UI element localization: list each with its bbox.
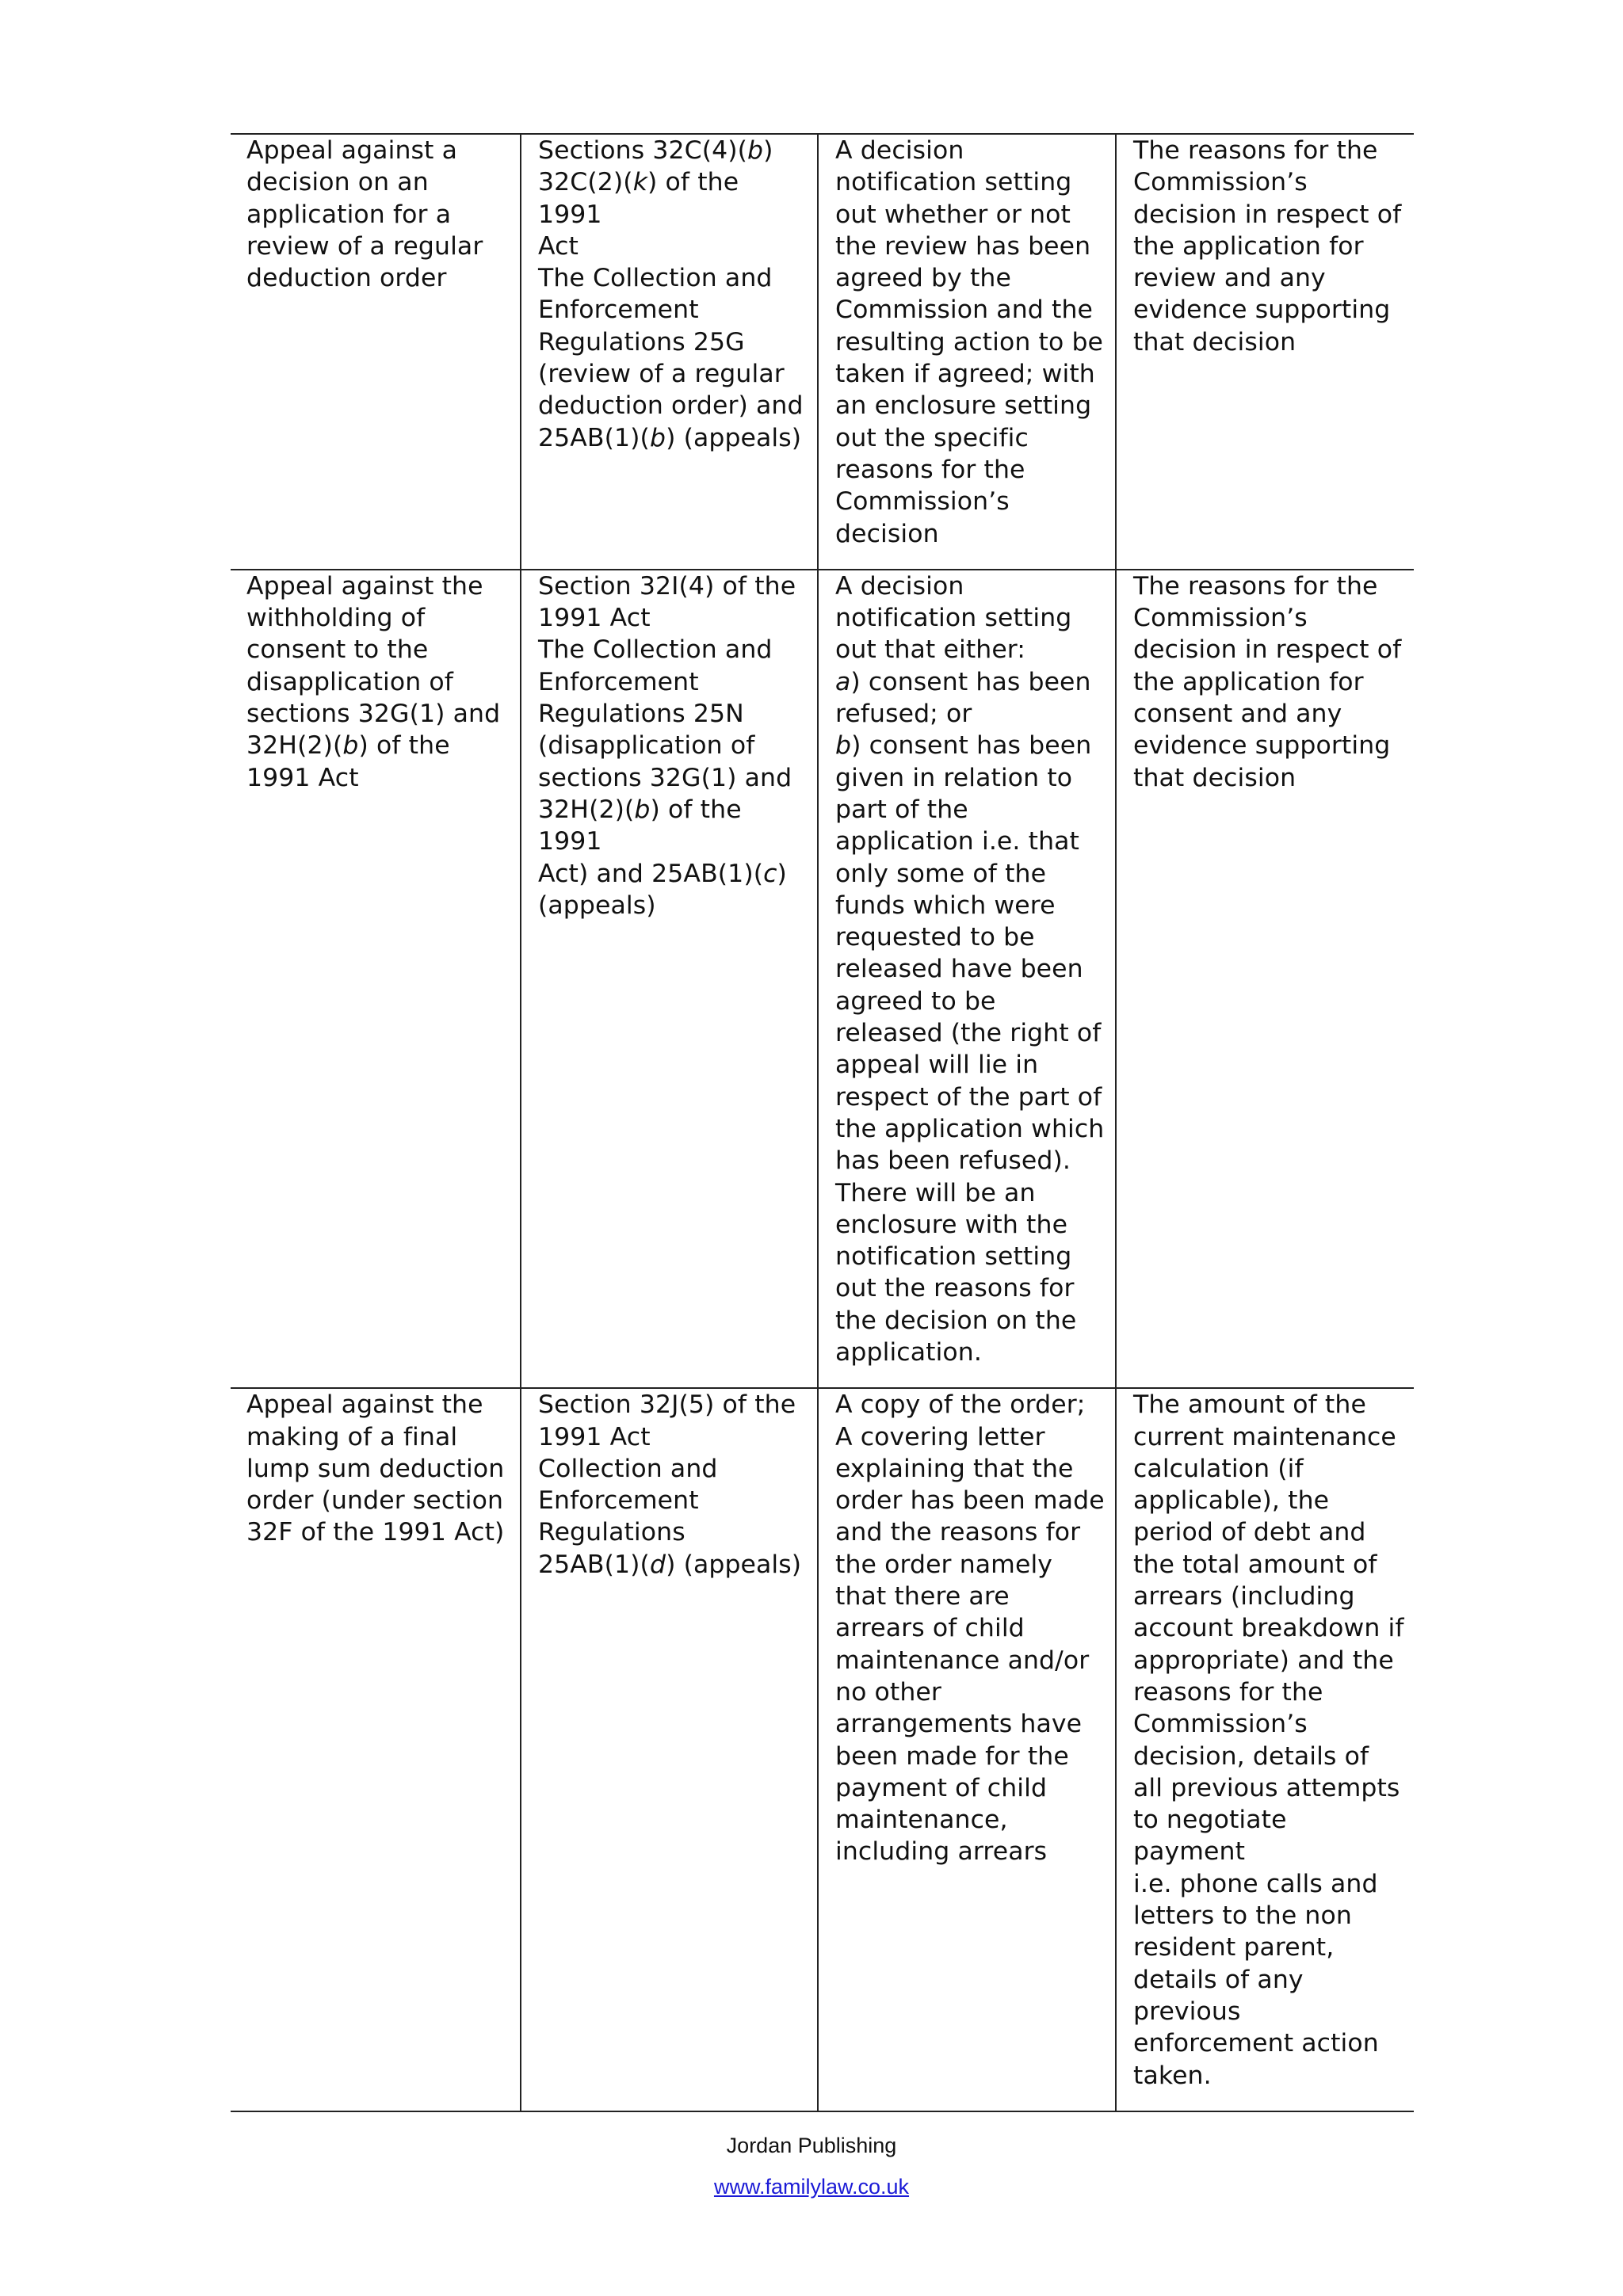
- text-segment: deduction order) and: [538, 391, 804, 421]
- text-segment: 32H(2)(: [538, 795, 635, 824]
- text-segment: (disapplication of: [538, 731, 755, 761]
- cell-line: details of any: [1133, 1965, 1304, 1994]
- cell-line: review and any: [1133, 264, 1326, 293]
- cell-line: requested to be: [835, 923, 1035, 952]
- cell-line: [538, 890, 808, 921]
- text-segment: The Collection and: [538, 264, 773, 293]
- text-segment: (review of a regular: [538, 360, 785, 389]
- cell-line: respect of the part of: [835, 1082, 1102, 1112]
- cell-line: current maintenance: [1133, 1422, 1396, 1451]
- text-segment: ): [763, 136, 773, 165]
- cell-evidence: [1116, 134, 1414, 570]
- cell-line: taken.: [1133, 2061, 1212, 2090]
- cell-legislation: [521, 570, 818, 1388]
- footer-link-wrapper: [0, 2175, 1623, 2199]
- text-segment: Act) and 25AB(1)(: [538, 859, 764, 888]
- cell-line: [538, 135, 808, 166]
- cell-line: [538, 1516, 808, 1548]
- text-segment: Regulations: [538, 1518, 685, 1547]
- cell-line: application i.e. that: [835, 827, 1080, 856]
- cell-notification: [818, 570, 1116, 1388]
- text-segment: sections 32G(1) and: [538, 763, 792, 792]
- cell-line: [538, 634, 808, 666]
- cell-line: [538, 698, 808, 730]
- cell-line: application for a: [246, 200, 452, 229]
- cell-line: has been refused).: [835, 1146, 1071, 1176]
- cell-line: a) consent has been: [835, 667, 1091, 696]
- cell-line: resulting action to be: [835, 327, 1104, 357]
- appeals-table: [231, 133, 1414, 2112]
- cell-line: [538, 1389, 808, 1421]
- cell-line: previous: [1133, 1997, 1241, 2026]
- cell-line: maintenance,: [835, 1806, 1008, 1835]
- cell-legislation: [521, 134, 818, 570]
- table-row: [231, 570, 1414, 1388]
- text-segment: Regulations 25G: [538, 327, 745, 357]
- cell-line: A covering letter: [835, 1422, 1045, 1451]
- cell-line: arrangements have: [835, 1710, 1083, 1739]
- cell-line: taken if agreed; with: [835, 360, 1095, 389]
- cell-line: to negotiate payment: [1133, 1806, 1287, 1867]
- cell-line: order has been made: [835, 1486, 1105, 1516]
- text-segment: Section 32J(5) of the: [538, 1390, 796, 1420]
- cell-line: [538, 166, 808, 231]
- cell-line: out that either:: [835, 635, 1026, 665]
- cell-line: reasons for the: [835, 455, 1025, 484]
- cell-line: Appeal against the: [246, 1390, 483, 1420]
- table-body: [231, 134, 1414, 2111]
- cell-line: withholding of: [246, 604, 426, 633]
- cell-line: all previous attempts: [1133, 1773, 1400, 1802]
- cell-appeal-type: [231, 1388, 521, 2111]
- text-segment: ) of the 1991: [538, 795, 742, 856]
- cell-line: Commission’s: [835, 487, 1010, 517]
- cell-line: that decision: [1133, 327, 1296, 357]
- cell-line: decision on an: [246, 168, 429, 197]
- cell-line: the application for: [1133, 667, 1364, 696]
- cell-line: sections 32G(1) and: [246, 700, 501, 729]
- text-segment: 25AB(1)(: [538, 423, 650, 452]
- cell-line: refused; or: [835, 700, 972, 729]
- italic-letter: b: [649, 423, 666, 452]
- cell-line: [538, 762, 808, 794]
- cell-line: [538, 666, 808, 698]
- cell-line: [538, 730, 808, 761]
- cell-line: out the specific: [835, 423, 1029, 452]
- cell-appeal-type: [231, 570, 521, 1388]
- cell-line: consent and any: [1133, 700, 1342, 729]
- table-row: [231, 134, 1414, 570]
- text-segment: Sections 32C(4)(: [538, 136, 748, 165]
- text-segment: Collection and: [538, 1454, 718, 1483]
- cell-line: notification setting: [835, 168, 1072, 197]
- cell-line: application.: [835, 1337, 982, 1367]
- cell-appeal-type: [231, 134, 521, 570]
- cell-line: explaining that the: [835, 1454, 1074, 1483]
- cell-line: part of the: [835, 795, 968, 824]
- cell-line: A copy of the order;: [835, 1390, 1086, 1420]
- text-segment: 1991 Act: [538, 604, 651, 633]
- cell-line: the application for: [1133, 231, 1364, 261]
- cell-line: the decision on the: [835, 1306, 1077, 1335]
- cell-line: b) consent has been: [835, 731, 1092, 761]
- cell-line: Commission’s: [1133, 168, 1308, 197]
- cell-line: arrears (including: [1133, 1582, 1355, 1611]
- cell-line: [538, 1453, 808, 1485]
- cell-line: Commission’s: [1133, 1710, 1308, 1739]
- cell-line: resident parent,: [1133, 1933, 1335, 1962]
- cell-line: 32F of the 1991 Act): [246, 1518, 505, 1547]
- cell-line: out the reasons for: [835, 1274, 1075, 1303]
- text-segment: Regulations 25N: [538, 700, 744, 729]
- cell-line: appeal will lie in: [835, 1051, 1039, 1080]
- cell-line: [538, 358, 808, 390]
- text-segment: Act: [538, 231, 579, 261]
- text-segment: Enforcement: [538, 296, 699, 325]
- cell-line: and the reasons for: [835, 1518, 1081, 1547]
- cell-line: arrears of child: [835, 1614, 1025, 1643]
- cell-legislation: [521, 1388, 818, 2111]
- italic-letter: d: [649, 1550, 666, 1579]
- cell-line: [538, 602, 808, 634]
- cell-line: [538, 794, 808, 858]
- cell-line: decision, details of: [1133, 1741, 1369, 1771]
- cell-line: decision: [835, 519, 939, 548]
- website-link[interactable]: www.familylaw.co.uk: [713, 2175, 910, 2199]
- text-segment: ) of the 1991: [538, 168, 739, 229]
- cell-line: been made for the: [835, 1741, 1069, 1771]
- text-segment: ): [777, 859, 787, 888]
- cell-line: [538, 262, 808, 294]
- cell-line: [538, 422, 808, 454]
- cell-line: reasons for the: [1133, 1677, 1323, 1707]
- cell-line: [538, 858, 808, 890]
- table-row: [231, 1388, 1414, 2111]
- cell-line: A decision: [835, 571, 964, 601]
- cell-line: the review has been: [835, 231, 1091, 261]
- cell-line: lump sum deduction: [246, 1454, 505, 1483]
- cell-line: no other: [835, 1677, 941, 1707]
- cell-line: Appeal against a: [246, 136, 457, 165]
- cell-line: calculation (if: [1133, 1454, 1304, 1483]
- cell-line: maintenance and/or: [835, 1646, 1090, 1675]
- cell-line: letters to the non: [1133, 1901, 1352, 1931]
- cell-line: payment of child: [835, 1773, 1048, 1802]
- cell-line: including arrears: [835, 1837, 1048, 1867]
- text-segment: 25AB(1)(: [538, 1550, 650, 1579]
- cell-line: applicable), the: [1133, 1486, 1330, 1516]
- cell-line: 1991 Act: [246, 763, 359, 792]
- cell-line: evidence supporting: [1133, 296, 1391, 325]
- cell-line: released (the right of: [835, 1019, 1102, 1048]
- cell-notification: [818, 134, 1116, 570]
- cell-line: A decision: [835, 136, 964, 165]
- cell-line: 32H(2)(b) of the: [246, 731, 450, 761]
- cell-line: [538, 1485, 808, 1516]
- cell-line: period of debt and: [1133, 1518, 1366, 1547]
- cell-line: deduction order: [246, 264, 447, 293]
- cell-line: There will be an: [835, 1178, 1036, 1207]
- cell-line: released have been: [835, 955, 1083, 984]
- cell-line: Appeal against the: [246, 571, 483, 601]
- text-segment: The Collection and: [538, 635, 773, 665]
- cell-line: [538, 1421, 808, 1453]
- cell-line: The reasons for the: [1133, 136, 1378, 165]
- footer-publisher: Jordan Publishing: [726, 2134, 897, 2157]
- cell-line: given in relation to: [835, 763, 1073, 792]
- italic-letter: b: [634, 795, 651, 824]
- cell-line: [538, 570, 808, 602]
- text-segment: ) (appeals): [666, 1550, 802, 1579]
- cell-line: that decision: [1133, 763, 1296, 792]
- italic-letter: b: [747, 136, 764, 165]
- cell-line: enforcement action: [1133, 2029, 1379, 2058]
- cell-line: review of a regular: [246, 231, 483, 261]
- text-segment: (appeals): [538, 891, 656, 920]
- text-segment: 1991 Act: [538, 1422, 651, 1451]
- cell-line: disapplication of: [246, 667, 453, 696]
- cell-line: The reasons for the: [1133, 571, 1378, 601]
- italic-letter: c: [763, 859, 777, 888]
- cell-line: evidence supporting: [1133, 731, 1391, 761]
- cell-line: that there are: [835, 1582, 1010, 1611]
- cell-line: [538, 1549, 808, 1581]
- cell-line: decision in respect of: [1133, 200, 1402, 229]
- cell-line: making of a final: [246, 1422, 458, 1451]
- cell-line: The amount of the: [1133, 1390, 1366, 1420]
- text-segment: Section 32I(4) of the: [538, 571, 796, 601]
- cell-line: out whether or not: [835, 200, 1071, 229]
- text-segment: Enforcement: [538, 1486, 699, 1516]
- cell-line: enclosure with the: [835, 1210, 1068, 1239]
- text-segment: ) (appeals): [666, 423, 802, 452]
- cell-line: the order namely: [835, 1550, 1053, 1579]
- cell-line: Commission and the: [835, 296, 1093, 325]
- italic-letter: k: [632, 168, 648, 197]
- cell-line: [538, 231, 808, 262]
- cell-line: an enclosure setting: [835, 391, 1092, 421]
- cell-line: [538, 326, 808, 358]
- cell-line: account breakdown if: [1133, 1614, 1404, 1643]
- cell-line: i.e. phone calls and: [1133, 1869, 1378, 1898]
- cell-line: only some of the: [835, 859, 1047, 888]
- cell-line: the total amount of: [1133, 1550, 1377, 1579]
- cell-evidence: [1116, 570, 1414, 1388]
- text-segment: Enforcement: [538, 667, 699, 696]
- text-segment: 32C(2)(: [538, 168, 633, 197]
- cell-line: order (under section: [246, 1486, 504, 1516]
- cell-line: the application which: [835, 1114, 1105, 1143]
- cell-line: [538, 294, 808, 326]
- cell-line: decision in respect of: [1133, 635, 1402, 665]
- cell-line: agreed to be: [835, 986, 996, 1016]
- cell-line: funds which were: [835, 891, 1056, 920]
- cell-line: Commission’s: [1133, 604, 1308, 633]
- cell-line: notification setting: [835, 604, 1072, 633]
- cell-notification: [818, 1388, 1116, 2111]
- cell-line: notification setting: [835, 1242, 1072, 1272]
- cell-line: agreed by the: [835, 264, 1011, 293]
- cell-line: consent to the: [246, 635, 429, 665]
- cell-line: appropriate) and the: [1133, 1646, 1394, 1675]
- cell-evidence: [1116, 1388, 1414, 2111]
- cell-line: [538, 390, 808, 421]
